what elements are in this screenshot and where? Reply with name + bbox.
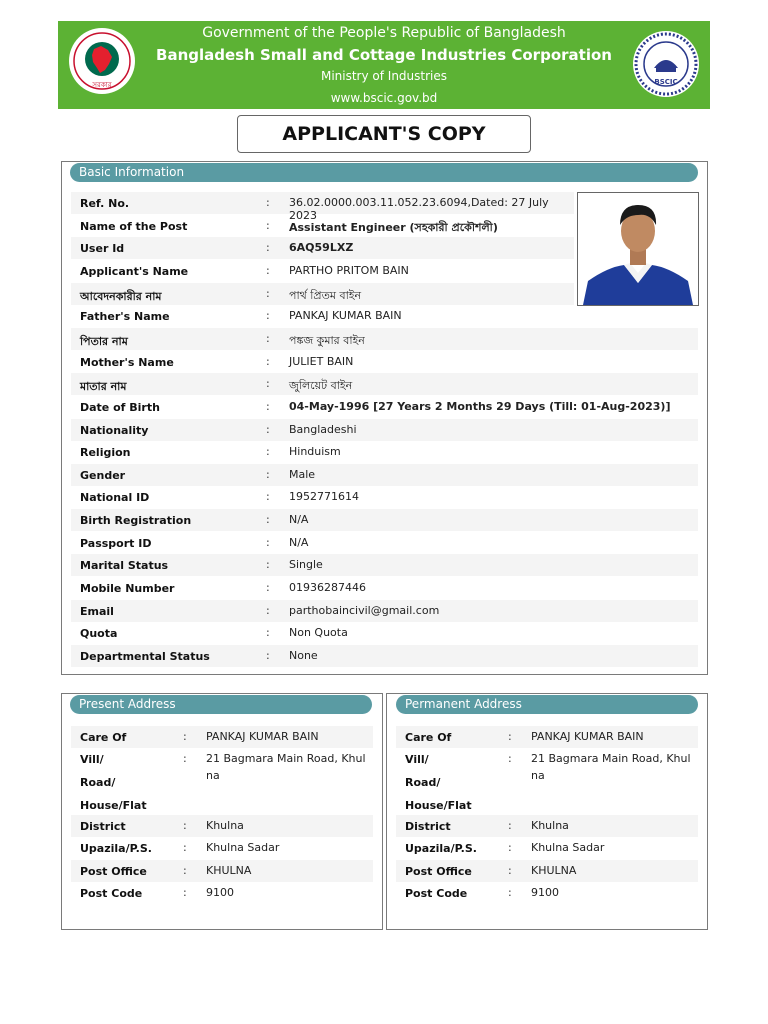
info-label: Ref. No. bbox=[80, 197, 130, 210]
info-label: Mother's Name bbox=[80, 355, 174, 369]
info-row bbox=[71, 419, 698, 441]
info-row bbox=[71, 215, 574, 237]
info-label: আবেদনকারীর নাম bbox=[80, 289, 162, 303]
address-value: PANKAJ KUMAR BAIN bbox=[206, 730, 319, 743]
district-row bbox=[396, 815, 698, 837]
address-value: PANKAJ KUMAR BAIN bbox=[531, 730, 644, 743]
colon-separator: : bbox=[266, 331, 270, 345]
info-value: 1952771614 bbox=[289, 490, 359, 504]
info-row bbox=[71, 305, 698, 327]
info-value: parthobaincivil@gmail.com bbox=[289, 603, 440, 617]
colon-separator: : bbox=[266, 535, 270, 549]
info-label: Birth Registration bbox=[80, 514, 192, 528]
post-code-row bbox=[71, 882, 373, 904]
address-label: Care Of bbox=[405, 731, 452, 744]
info-label: Quota bbox=[80, 627, 118, 641]
colon-separator: : bbox=[508, 841, 512, 854]
address-label: Care Of bbox=[80, 731, 127, 744]
info-label: Religion bbox=[80, 446, 131, 460]
address-value: Khulna Sadar bbox=[531, 841, 605, 854]
address-label: District bbox=[405, 820, 451, 833]
seal-text: সরকার bbox=[92, 81, 112, 89]
ministry-name: Ministry of Industries bbox=[320, 69, 448, 83]
info-row bbox=[71, 532, 698, 554]
district-row bbox=[71, 815, 373, 837]
info-row bbox=[71, 486, 698, 508]
info-row bbox=[71, 645, 698, 667]
colon-separator: : bbox=[508, 886, 512, 899]
info-row bbox=[71, 464, 698, 486]
info-value: Non Quota bbox=[289, 626, 348, 640]
address-label: Post Code bbox=[405, 887, 468, 900]
info-label: Marital Status bbox=[80, 559, 169, 573]
address-value: 21 Bagmara Main Road, Khul bbox=[206, 752, 366, 765]
govt-line: Government of the People's Republic of Bangladesh bbox=[202, 25, 566, 41]
colon-separator: : bbox=[266, 626, 270, 640]
colon-separator: : bbox=[266, 354, 270, 368]
info-label: User Id bbox=[80, 242, 125, 256]
info-label: Father's Name bbox=[80, 310, 170, 324]
colon-separator: : bbox=[266, 263, 270, 277]
colon-separator: : bbox=[266, 581, 270, 595]
colon-separator: : bbox=[183, 886, 187, 899]
colon-separator: : bbox=[183, 752, 187, 765]
applicant-copy-title: APPLICANT'S COPY bbox=[237, 115, 531, 153]
colon-separator: : bbox=[183, 819, 187, 832]
address-value: na bbox=[531, 769, 545, 782]
address-label: Post Code bbox=[80, 887, 143, 900]
care-of-row bbox=[71, 726, 373, 748]
info-label: Mobile Number bbox=[80, 582, 175, 596]
info-row bbox=[71, 237, 574, 259]
info-value: N/A bbox=[289, 535, 309, 549]
colon-separator: : bbox=[266, 196, 270, 209]
address-value: Khulna bbox=[531, 819, 569, 832]
info-label: পিতার নাম bbox=[80, 334, 128, 348]
info-value: 6AQ59LXZ bbox=[289, 241, 354, 255]
colon-separator: : bbox=[266, 467, 270, 481]
info-value: PANKAJ KUMAR BAIN bbox=[289, 309, 402, 323]
info-value: PARTHO PRITOM BAIN bbox=[289, 263, 409, 277]
colon-separator: : bbox=[266, 445, 270, 459]
address-label: Post Office bbox=[80, 865, 147, 878]
info-row bbox=[71, 441, 698, 463]
colon-separator: : bbox=[266, 422, 270, 436]
colon-separator: : bbox=[508, 864, 512, 877]
info-label: National ID bbox=[80, 491, 150, 505]
info-row bbox=[71, 351, 698, 373]
colon-separator: : bbox=[266, 603, 270, 617]
info-label: Nationality bbox=[80, 423, 149, 437]
permanent-address-heading: Permanent Address bbox=[396, 695, 698, 714]
info-row bbox=[71, 260, 574, 282]
info-row bbox=[71, 509, 698, 531]
address-label: Upazila/P.S. bbox=[80, 842, 152, 855]
address-label: House/Flat bbox=[405, 799, 472, 812]
info-row bbox=[71, 396, 698, 418]
info-label: Name of the Post bbox=[80, 219, 188, 233]
info-row bbox=[71, 328, 698, 350]
colon-separator: : bbox=[266, 399, 270, 413]
colon-separator: : bbox=[183, 841, 187, 854]
colon-separator: : bbox=[266, 558, 270, 572]
info-value: 36.02.0000.003.11.052.23.6094,Dated: 27 July 2023 bbox=[289, 196, 549, 222]
upazila-row bbox=[396, 837, 698, 859]
info-label: Date of Birth bbox=[80, 400, 160, 414]
info-value: N/A bbox=[289, 513, 309, 527]
info-row bbox=[71, 600, 698, 622]
website-link[interactable]: www.bscic.gov.bd bbox=[330, 91, 438, 105]
info-label: Departmental Status bbox=[80, 650, 210, 663]
colon-separator: : bbox=[183, 730, 187, 743]
address-label: Post Office bbox=[405, 865, 472, 878]
info-value: 01936287446 bbox=[289, 581, 366, 595]
applicant-photo bbox=[577, 192, 699, 306]
address-value: na bbox=[206, 769, 220, 782]
village-road-row bbox=[396, 748, 698, 814]
present-address-heading: Present Address bbox=[70, 695, 372, 714]
address-value: KHULNA bbox=[531, 864, 577, 877]
address-label: House/Flat bbox=[80, 799, 147, 812]
info-row bbox=[71, 577, 698, 599]
organization-name: Bangladesh Small and Cottage Industries Corporation bbox=[156, 46, 612, 64]
address-label: Road/ bbox=[80, 776, 116, 789]
info-label: মাতার নাম bbox=[80, 380, 127, 394]
colon-separator: : bbox=[183, 864, 187, 877]
bscic-logo-icon bbox=[632, 30, 700, 98]
address-label: Road/ bbox=[405, 776, 441, 789]
colon-separator: : bbox=[266, 218, 270, 232]
colon-separator: : bbox=[508, 730, 512, 743]
info-value: JULIET BAIN bbox=[289, 354, 354, 368]
post-code-row bbox=[396, 882, 698, 904]
address-value: 9100 bbox=[206, 886, 234, 899]
address-label: Upazila/P.S. bbox=[405, 842, 477, 855]
info-label: Gender bbox=[80, 468, 126, 482]
basic-information-heading: Basic Information bbox=[70, 163, 698, 182]
info-row bbox=[71, 283, 574, 305]
colon-separator: : bbox=[266, 241, 270, 255]
info-value: পার্থ প্রিতম বাইন bbox=[289, 288, 362, 302]
address-label: Vill/ bbox=[405, 753, 429, 766]
info-value: Bangladeshi bbox=[289, 422, 357, 436]
info-row bbox=[71, 373, 698, 395]
address-value: Khulna bbox=[206, 819, 244, 832]
info-value: Hinduism bbox=[289, 445, 341, 459]
upazila-row bbox=[71, 837, 373, 859]
colon-separator: : bbox=[266, 513, 270, 527]
info-value: None bbox=[289, 649, 318, 662]
address-value: KHULNA bbox=[206, 864, 252, 877]
info-row bbox=[71, 554, 698, 576]
info-value: Male bbox=[289, 467, 316, 481]
colon-separator: : bbox=[508, 752, 512, 765]
info-value: জুলিয়েট বাইন bbox=[289, 379, 353, 393]
colon-separator: : bbox=[266, 377, 270, 391]
care-of-row bbox=[396, 726, 698, 748]
village-road-row bbox=[71, 748, 373, 814]
info-value: পঙ্কজ কুমার বাইন bbox=[289, 333, 365, 347]
address-label: Vill/ bbox=[80, 753, 104, 766]
colon-separator: : bbox=[266, 490, 270, 504]
bscic-logo-text: BSCIC bbox=[654, 78, 678, 86]
address-label: District bbox=[80, 820, 126, 833]
post-office-row bbox=[71, 860, 373, 882]
colon-separator: : bbox=[266, 649, 270, 662]
address-value: 9100 bbox=[531, 886, 559, 899]
address-value: 21 Bagmara Main Road, Khul bbox=[531, 752, 691, 765]
info-label: Applicant's Name bbox=[80, 264, 189, 278]
colon-separator: : bbox=[508, 819, 512, 832]
info-value: 04-May-1996 [27 Years 2 Months 29 Days (Till: 01-Aug-2023)] bbox=[289, 399, 671, 413]
colon-separator: : bbox=[266, 286, 270, 300]
info-value: Assistant Engineer (সহকারী প্রকৌশলী) bbox=[289, 220, 498, 234]
info-label: Email bbox=[80, 604, 114, 618]
info-row bbox=[71, 622, 698, 644]
post-office-row bbox=[396, 860, 698, 882]
colon-separator: : bbox=[266, 309, 270, 323]
info-label: Passport ID bbox=[80, 536, 152, 550]
header-banner bbox=[58, 21, 710, 109]
info-value: Single bbox=[289, 558, 323, 572]
address-value: Khulna Sadar bbox=[206, 841, 280, 854]
info-row bbox=[71, 192, 574, 222]
